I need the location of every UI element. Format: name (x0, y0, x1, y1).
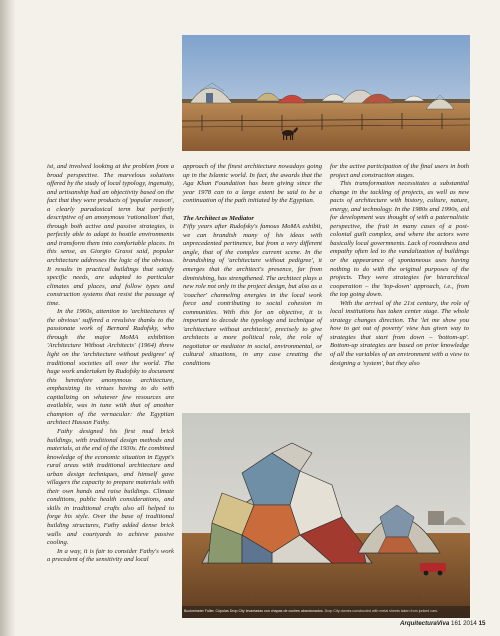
section-subheading: The Architect as Mediator (183, 214, 255, 222)
col3-paragraph-3: With the arrival of the 21st century, the role of local institutions has taken center stage. The whole strategy changes direction. The 'let me show you how to get out of poverty' view has given way to strategies that start from down – 'bottom-up'. Bottom-up strategies are based on prior knowledge of all the variables of an environment with a view to designing a 'system', but they also (330, 299, 469, 367)
col2-paragraph-2: Fifty years after Rudofsky's famous MoMA exhibit, we can brandish many of his ideas with unprecedented pertinence, but from a very different angle, that of the complex current scene. In the brandishing of 'architecture without pedigree', it emerges that the architect's presence, far from diminishing, has strengthened. The architect plays a new role not only in the project design, but also as a 'coacher' channeling energies in the local work force and contributing to social cohesion in communities. With this for an objective, it is important to decode the typology and technique of 'architecture without architects', precisely to give architects a more political role, the role of negotiator or mediator in social, environmental, or cultural situations, in any case creating the conditions (183, 223, 322, 368)
col1-paragraph-2: In the 1960s, attention to 'architectures of the obvious' suffered a revulsive thanks to the passionate work of Bernard Rudofsky, who through the major MoMA exhibition 'Architecture Without Architects' (1964) threw light on the 'architecture without pedigree' of traditional societies all over the world. The huge work undertaken by Rudofsky to document this heretofore anonymous architecture, emphasizing its virtues having to do with capitalizing on whatever few resources are available, was in tune with that of another champion of the vernacular: the Egyptian architect Hassan Fathy. (47, 308, 174, 427)
photo-caption (184, 609, 468, 613)
issue-number: 161 (451, 620, 462, 627)
text-column-3 (330, 163, 469, 368)
bottom-photo-car-panel-dome (182, 413, 470, 618)
caption-english: Drop City domes constructed with metal sheets taken from junked cars. (324, 609, 439, 613)
col1-paragraph-1: ist, and involved looking at the problem from a broad perspective. The marvelous solutions offered by the study of local typology, ingenuity, and artisanship had an objectivity based on the fact that they were products of 'popular reason', a clearly paradoxical term but perfectly descriptive of an anonymous 'rationalism' that, through both active and passive strategies, is perfectly able to adapt to hostile environments and transform them into comfortable places. In this sense, as Giorgio Grassi said, popular architecture addresses the logic of the obvious. It results in practical buildings that satisfy specific needs, are adapted to particular climates and places, and follow types and construction systems that resist the passage of time. (47, 163, 174, 307)
issue-year: 2014 (463, 620, 477, 627)
text-column-2 (183, 163, 322, 369)
magazine-name: ArquitecturaViva (400, 620, 450, 627)
col1-paragraph-4: In a way, it is fair to consider Fathy's work a precedent of the sensitivity and local (47, 547, 174, 564)
col3-paragraph-1: for the active participation of the final users in both project and construction stages. (330, 163, 469, 179)
page-footer (400, 620, 486, 627)
page-binding-shadow (0, 0, 16, 636)
text-column-1 (47, 163, 174, 565)
col2-paragraph-1: approach of the finest architecture nowadays going up in the Islamic world. In fact, the awards that the Aga Khan Foundation has been giving since the year 1978 can to a large extent be said to be a continuation of the path initiated by the Egyptian. (183, 163, 322, 205)
top-photo-drop-city-domes (182, 35, 470, 151)
col1-paragraph-3: Fathy designed his first mud brick buildings, with traditional design methods and materials, at the end of the 1930s. He combined knowledge of the economic situation in Egypt's rural areas with traditional architecture and urban design techniques, and himself gave villagers the capacity to prepare materials with their own hands and raise buildings. Climate conditions, public health considerations, and skills in traditional crafts also all helped to forge his style. Over the base of traditional building structures, Fathy added dense brick walls and courtyards to achieve passive cooling. (47, 427, 174, 547)
caption-spanish: Buckminster Fuller. Cúpulas Drop City levantadas con chapas de coches abandonados. (184, 609, 324, 613)
page-number: 15 (478, 620, 486, 627)
col3-paragraph-2: This transformation necessitates a substantial change in the tackling of projects, as well as new pacts of architecture with history, culture, nature, energy, and technology. In the 1980s and 1990s, aid for development was thought of with a paternalistic perspective, the fruit in many cases of a post-colonial guilt complex, and where the actors were basically local governments. Lack of rootedness and empathy often led to the vandalization of buildings or the appearance of spontaneous uses having nothing to do with the original purposes of the projects. They were strategies for hierarchical cooperation – the 'top-down' approach, i.e., from the top going down. (330, 180, 469, 299)
